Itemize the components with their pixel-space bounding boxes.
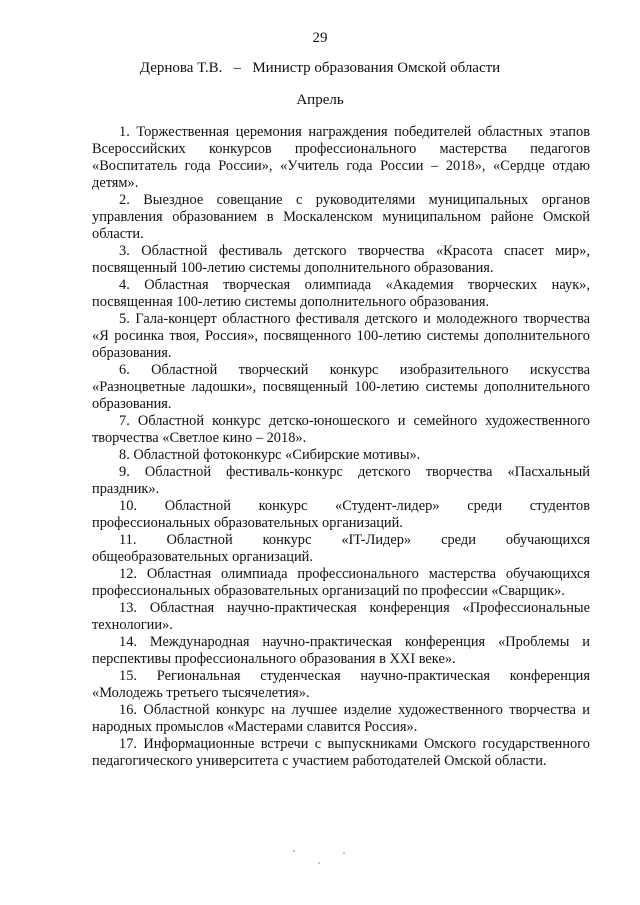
event-item-text: Областной фотоконкурс «Сибирские мотивы».	[133, 447, 421, 463]
event-item-text: Международная научно-практическая конференция «Проблемы и перспективы профессионального образования в XXI веке».	[92, 634, 590, 667]
event-item-number: 6.	[119, 362, 130, 378]
event-item	[92, 192, 590, 243]
event-item	[92, 600, 590, 634]
event-item	[92, 634, 590, 668]
event-item-text: Областной творческий конкурс изобразительного искусства «Разноцветные ладошки», посвященный 100-летию системы дополнительного образования.	[92, 362, 590, 412]
header-dash: –	[233, 60, 242, 76]
event-item-text: Областной конкурс на лучшее изделие художественного творчества и народных промыслов «Мастерами славится Россия».	[92, 702, 590, 735]
event-item-text: Областная олимпиада профессионального мастерства обучающихся профессиональных образовательных организаций по профессии «Сварщик».	[92, 566, 590, 599]
event-item	[92, 702, 590, 736]
event-item	[92, 532, 590, 566]
event-item	[92, 464, 590, 498]
event-item	[92, 498, 590, 532]
event-item-text: Выездное совещание с руководителями муниципальных органов управления образованием в Москаленском муниципальном районе Омской области.	[92, 192, 590, 242]
event-item-number: 8.	[119, 447, 130, 463]
event-item-number: 2.	[119, 192, 130, 208]
event-item-number: 15.	[119, 668, 137, 684]
scan-speck	[343, 852, 345, 854]
event-item-text: Областная творческая олимпиада «Академия творческих наук», посвященная 100-летию системы дополнительного образования.	[92, 277, 590, 310]
event-item-number: 4.	[119, 277, 130, 293]
event-item	[92, 124, 590, 192]
event-item-number: 11.	[119, 532, 137, 548]
event-item	[92, 243, 590, 277]
event-item-text: Областной конкурс «IT-Лидер» среди обучающихся общеобразовательных организаций.	[92, 532, 590, 565]
person-position: Министр образования Омской области	[252, 60, 501, 76]
event-item-text: Областной фестиваль-конкурс детского творчества «Пасхальный праздник».	[92, 464, 590, 497]
event-item	[92, 413, 590, 447]
event-item-number: 1.	[119, 124, 130, 140]
event-item-text: Областная научно-практическая конференция «Профессиональные технологии».	[92, 600, 590, 633]
event-item-number: 12.	[119, 566, 137, 582]
event-item-number: 16.	[119, 702, 137, 718]
event-item	[92, 277, 590, 311]
scan-speck	[293, 850, 295, 852]
event-item-number: 5.	[119, 311, 130, 327]
event-item	[92, 362, 590, 413]
event-item-number: 3.	[119, 243, 130, 259]
event-item	[92, 311, 590, 362]
event-item	[92, 566, 590, 600]
event-item-text: Областной конкурс детско-юношеского и семейного художественного творчества «Светлое кино – 2018».	[92, 413, 590, 446]
event-item-number: 10.	[119, 498, 137, 514]
event-item-text: Торжественная церемония награждения победителей областных этапов Всероссийских конкурсов профессионального мастерства педагогов «Воспитатель года России», «Учитель года России – 2018», «Сердце отдаю детям».	[92, 124, 591, 191]
event-item	[92, 447, 590, 464]
event-item-number: 7.	[119, 413, 130, 429]
responsible-person-header	[0, 60, 640, 77]
event-item-text: Гала-концерт областного фестиваля детского и молодежного творчества «Я росинка твоя, Россия», посвященного 100-летию системы дополнительного образования.	[92, 311, 590, 361]
event-item-text: Областной конкурс «Студент-лидер» среди студентов профессиональных образовательных организаций.	[92, 498, 590, 531]
page-number: 29	[312, 30, 328, 46]
event-item	[92, 736, 590, 770]
event-item-number: 17.	[119, 736, 137, 752]
event-list	[92, 124, 590, 770]
scan-speck	[318, 862, 320, 864]
event-item-text: Региональная студенческая научно-практическая конференция «Молодежь третьего тысячелетия».	[92, 668, 590, 701]
person-name: Дернова Т.В.	[139, 60, 223, 76]
event-item-number: 14.	[119, 634, 137, 650]
event-item	[92, 668, 590, 702]
event-item-text: Областной фестиваль детского творчества «Красота спасет мир», посвященный 100-летию системы дополнительного образования.	[92, 243, 590, 276]
month-heading: Апрель	[296, 92, 344, 108]
event-item-number: 13.	[119, 600, 137, 616]
event-item-text: Информационные встречи с выпускниками Омского государственного педагогического университета с участием работодателей Омской области.	[92, 736, 590, 769]
event-item-number: 9.	[119, 464, 130, 480]
